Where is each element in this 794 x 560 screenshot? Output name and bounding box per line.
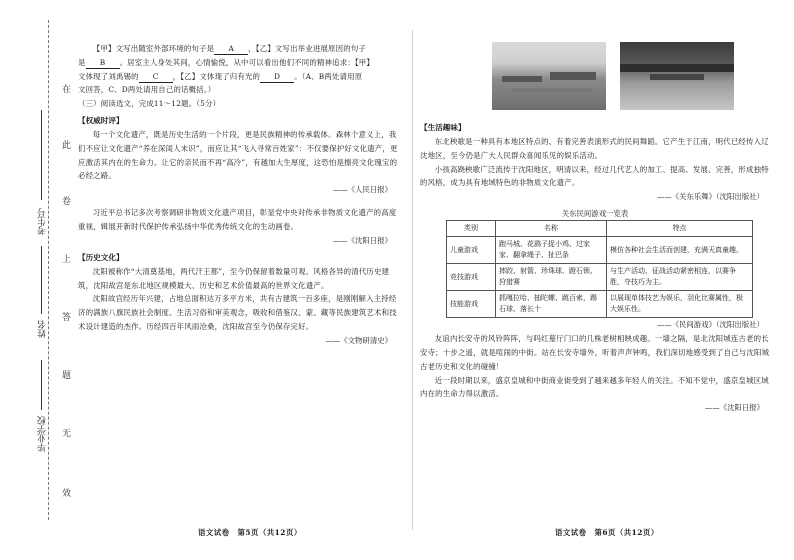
name-label: 姓名: [38, 320, 48, 338]
source-shenyang-daily-2: ——《沈阳日报》: [704, 403, 764, 413]
page-footer-5: 语文试卷 第5页（共12页）: [198, 528, 302, 537]
paragraph-changan-temple: 友谊内长安寺的风铃阵阵，与吗红墓厅门口的几株老树相映成趣。一墙之隔，是北沈阳城连古老的长安寺；十步之遥，就是喧闹的中街。站在长安寺墙外，听着声声钟鸣，我们深切地感受到了自己与沈阳城古老历史和文化的碰撞！: [420, 334, 770, 371]
blank-a: A: [214, 44, 248, 55]
heading-authority-review: 【权威时评】: [78, 115, 124, 125]
table-cell: 技能游戏: [447, 291, 496, 318]
cut-char: 上: [62, 255, 72, 265]
table-cell: 以展现单体技艺为娱乐，羽化比赛属性，极大娱乐性。: [607, 291, 753, 318]
page-footer-6: 语文试卷 第6页（共12页）: [555, 528, 659, 537]
table-header-row: [447, 221, 753, 237]
candidate-number-line: [41, 110, 42, 200]
name-line: [41, 246, 42, 314]
palace-courtyard-photo: [620, 42, 734, 110]
cut-char: 题: [62, 371, 72, 381]
source-folk-games: ——《民间游戏》（沈阳出版社）: [656, 320, 764, 330]
folk-games-table: [446, 220, 753, 318]
cut-char: 无: [62, 429, 72, 439]
section-3-prompt: （三）阅读选文，完成11～12题。（5分）: [78, 99, 221, 109]
paragraph-imperial-palace: 沈阳故宫经历年兴建，占地总面积达万多平方米，共有古建筑一百多座，是刚刚解入主持经济的满族八旗民族社会制度、生活习俗和审美观念，吸收和借鉴汉、蒙、藏等民族建筑艺术和技术设计建造的杰作。历经四百年风雨沧桑，沈阳故宫至今仍保存完好。: [78, 294, 397, 331]
paragraph-stilts: 小孩高跷秧歌广泛流传于沈阳地区，明清以来，经过几代艺人的加工、提高、发展、完善，形成独特的风格，成为具有地域特色的非物质文化遗产。: [420, 164, 769, 188]
cut-char: 卷: [62, 197, 72, 207]
source-peoples-daily: ——《人民日报》: [332, 185, 392, 195]
table-row: [447, 291, 753, 318]
table-cell: 跑马城、花鹞子捉小鸡、过家家、翻拿绳子、扯巴条: [496, 237, 607, 264]
question-line-3: 文体现了刘禹锡的 C ，【乙】文体现了归有光的 D 。（A、B两处请用原: [78, 71, 363, 81]
photo-row: [492, 42, 770, 110]
blank-b: B: [86, 58, 120, 69]
cut-char: 效: [62, 489, 72, 499]
school-label: 毕业学校: [38, 416, 48, 452]
cut-char: 答: [62, 313, 72, 323]
table-cell: 模仿各种社会生活而创建，充满天真童趣。: [607, 237, 753, 264]
paragraph-heritage: 每一个文化遗产，既是历史生活的一个片段，更是民族精神的传承载体。森林个意义上，我们不应让文化遗产“养在深闺人未识”，而应让其“飞入寻常百姓家”：不仅要保护好文化遗产，更应激活其内在的生命力。让它的亲民而不再“高冷”，有越加大生厚度，这恐怕是擦亮文化瑰宝的必经之路。: [78, 129, 398, 181]
question-line-4: 文回答，C、D两处请用自己的话概括。）: [78, 85, 216, 95]
table-cell: 竞技游戏: [447, 264, 496, 291]
table-header: 名称: [496, 221, 607, 237]
question-line-2: 是 B 。居室主人身处其间，心情愉悦，从中可以看出他们不同的精神追求：【甲】: [78, 57, 374, 67]
table-cell: 抓嘎拉哈、抽陀螺、跳百索、踢石球、落长十: [496, 291, 607, 318]
candidate-number-label: 考生号: [38, 208, 48, 235]
blank-d: D: [260, 72, 294, 83]
source-shenyang-daily: ——《沈阳日报》: [332, 235, 392, 245]
page-5: [78, 0, 398, 560]
page-6: [420, 0, 770, 560]
table-header: 特点: [607, 221, 753, 237]
question-line-1: 【甲】文写出随室外部环境的句子是 A ，【乙】文写出举业进展原因的句子: [92, 44, 367, 53]
binding-strip: [0, 20, 72, 530]
table-cell: 与生产活动、征战活动紧密相连，以赛争胜，夺技巧为主。: [607, 264, 753, 291]
palace-aerial-photo: [492, 42, 606, 110]
paragraph-shenyang-history: 沈阳被称作“大清奠基地，两代汗王都”，至今仍保留着数量可观、风格各异的清代历史建筑，沈阳故宫是东北地区规模最大、历史和艺术价值最高的世界文化遗产。: [78, 266, 390, 290]
blank-c: C: [139, 72, 173, 83]
heading-history-culture: 【历史文化】: [78, 252, 124, 262]
table-row: [447, 237, 753, 264]
table-title: 关东民间游戏一览表: [561, 209, 629, 219]
table-header: 类别: [447, 221, 496, 237]
table-row: [447, 264, 753, 291]
page-divider: [412, 30, 413, 530]
cut-char: 此: [62, 141, 72, 151]
heading-life-interest: 【生活趣味】: [420, 123, 466, 132]
cut-char: 在: [62, 85, 72, 95]
school-line: [41, 360, 42, 410]
table-cell: 摔跤、射箭、珍珠球、蹬石锁、狩猎赛: [496, 264, 607, 291]
source-relics: ——《文物研清史》: [325, 335, 392, 345]
table-cell: 儿童游戏: [447, 237, 496, 264]
paragraph-yangge: 东北秧歌是一种具有本地区特点的、有着完善表演形式的民间舞蹈。它产生于江南，明代已经传入辽沈地区，至今仍是广大人民群众喜闻乐见的娱乐活动。: [420, 137, 769, 160]
paragraph-xi-heritage: 习近平总书记多次考察调研非物质文化遗产项目，彰显党中央对传承非物质文化遗产的高度重视，辑展开新时代保护传承弘扬中华优秀传统文化的生动画卷。: [78, 208, 397, 231]
source-guandong-dance: ——《关东乐舞》（沈阳出版社）: [656, 192, 764, 202]
paragraph-zhongjie: 近一段时期以来，盛京皇城和中街商业街受到了越来越多年轻人的关注。不知不觉中，盛京皇城区域内在的生命力得以激活。: [420, 375, 769, 399]
